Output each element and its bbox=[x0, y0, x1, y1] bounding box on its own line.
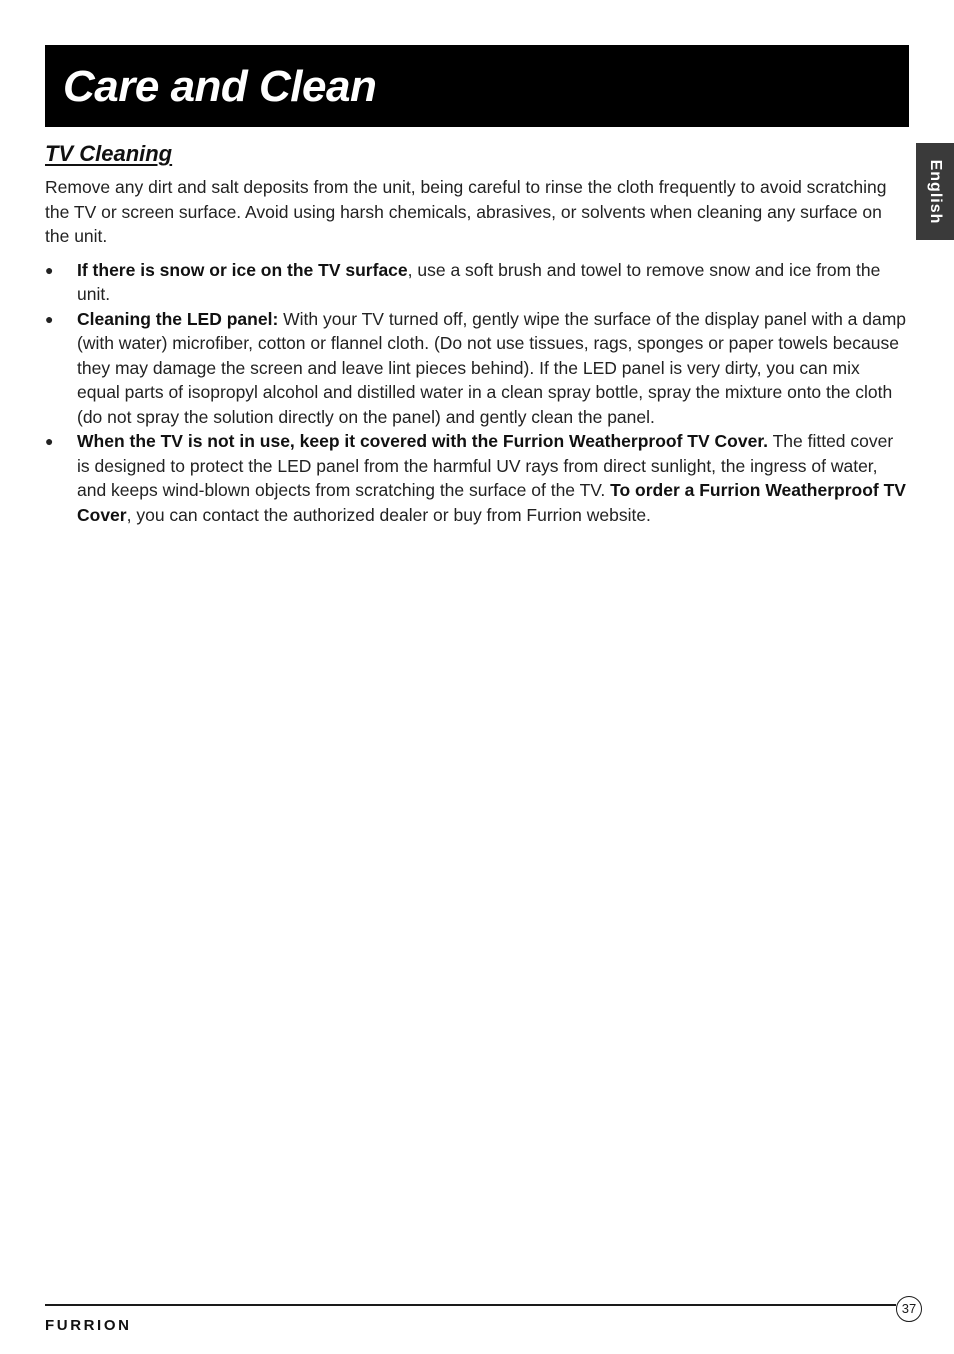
bullet-lead: When the TV is not in use, keep it covered with the Furrion Weatherproof TV Cover. bbox=[77, 431, 769, 451]
brand-logo: FURRION bbox=[45, 1317, 132, 1334]
bullet-text: With your TV turned off, gently wipe the surface of the display panel with a damp (with water) microfiber, cotton or flannel cloth. (Do not use tissues, rags, sponges or paper towels because they may damage the screen and leave lint pieces behind). If the LED panel is very dirty, you can mix equal parts of isopropyl alcohol and distilled water in a clean spray bottle, spray the mixture onto the cloth (do not spray the solution directly on the panel) and gently clean the panel. bbox=[77, 308, 907, 427]
list-item bbox=[45, 258, 907, 307]
language-tab-label: English bbox=[927, 159, 944, 224]
main-content bbox=[45, 140, 907, 527]
cleaning-tips-list bbox=[45, 258, 907, 528]
list-item bbox=[45, 307, 907, 430]
bullet-emphasis: To order a Furrion Weatherproof TV Cover bbox=[77, 480, 906, 525]
bullet-icon: ● bbox=[45, 433, 54, 449]
bullet-lead: If there is snow or ice on the TV surface bbox=[77, 259, 408, 280]
page-title: Care and Clean bbox=[63, 62, 377, 111]
language-tab bbox=[916, 143, 954, 240]
bullet-icon: ● bbox=[45, 310, 54, 327]
list-item bbox=[45, 429, 907, 527]
title-bar bbox=[45, 45, 909, 127]
bullet-icon: ● bbox=[45, 261, 54, 278]
intro-paragraph: Remove any dirt and salt deposits from the unit, being careful to rinse the cloth frequently to avoid scratching the TV or screen surface. Avoid using harsh chemicals, abrasives, or solvents when cleaning any surface on the unit. bbox=[45, 177, 887, 246]
bullet-text: , use a soft brush and towel to remove snow and ice from the unit. bbox=[77, 259, 881, 304]
bullet-text-end: , you can contact the authorized dealer or buy from Furrion website. bbox=[126, 504, 651, 525]
footer-divider bbox=[45, 1304, 896, 1306]
page-number: 37 bbox=[896, 1296, 922, 1322]
bullet-lead: Cleaning the LED panel: bbox=[77, 308, 279, 329]
section-heading: TV Cleaning bbox=[45, 141, 173, 166]
bullet-text: The fitted cover is designed to protect the LED panel from the harmful UV rays from direct sunlight, the ingress of water, and keeps wind-blown objects from scratching the surface of the TV. bbox=[77, 431, 894, 500]
